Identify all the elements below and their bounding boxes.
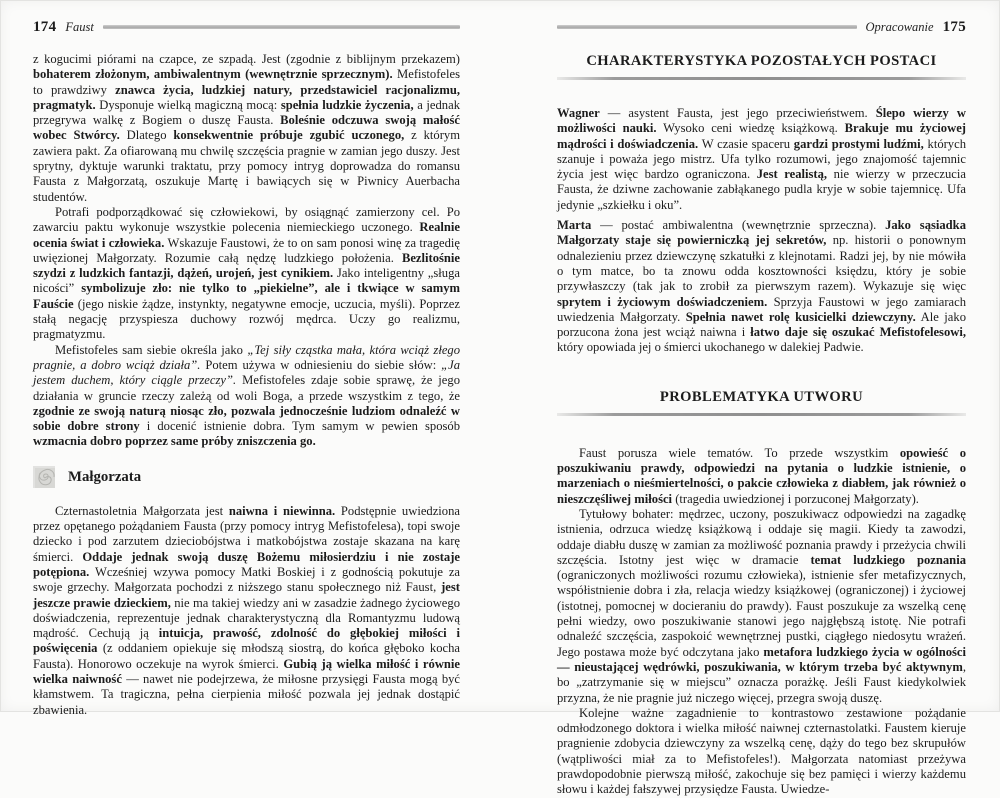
paragraph: Czternastoletnia Małgorzata jest naiwna i niewinna. Podstępnie uwiedziona przez opętanego pożądaniem Fausta (przy pomocy intryg Mefistofelesa), topi swoje dziecko i pod zarzutem dzieciobójstwa i matkobójstwa zostaje skazana na karę śmierci. Oddaje jednak swoją duszę Bożemu miłosierdziu i nie zostaje potępiona. Wcześniej wzywa pomocy Matki Boskiej i z godnością pokutuje za swoje grzechy. Małgorzata pochodzi z niższego stanu społecznego niż Faust, jest jeszcze prawie dzieckiem, nie ma takiej wiedzy ani w zasadzie żadnego życiowego doświadczenia, reprezentuje jednak charakterystyczną dla Romantyzmu ludową mądrość. Cechują ją intuicja, prawość, zdolność do głębokiej miłości i poświęcenia (z oddaniem opiekuje się młodszą siostrą, do końca głęboko kocha Fausta). Honorowo oczekuje na wyrok śmierci. Gubią ją wielka miłość i równie wielka naiwność — nawet nie podejrzewa, że miłosne przysięgi Fausta mogą być kłamstwem. Ta tragiczna, pełna cierpienia miłość pozwala jej jednak dostąpić zbawienia. <box>33 503 461 717</box>
heading-characters <box>557 52 966 80</box>
right-page-number: 175 <box>942 18 966 35</box>
right-body-characters <box>557 106 966 356</box>
left-body <box>33 52 460 718</box>
section-heading-malgorzata <box>33 466 460 490</box>
right-running-head <box>557 18 966 36</box>
paragraph: Faust porusza wiele tematów. To przede wszystkim opowieść o poszukiwaniu prawdy, odpowiedzi na pytania o ludzkie istnienie, o marzeniach o nieśmiertelności, o pakcie człowieka z diabłem, jak również o nieszczęśliwej miłości (tragedia uwiedzionej i porzuconej Małgorzaty). <box>557 445 966 506</box>
heading-problems-rule <box>557 413 966 416</box>
section-title: Małgorzata <box>68 469 142 486</box>
page-left <box>33 18 460 718</box>
paragraph: z kogucimi piórami na czapce, ze szpadą. Jest (zgodnie z biblijnym przekazem) bohaterem złożonym, ambiwalentnym (wewnętrznie sprzecznym). Mefistofeles to prawdziwy znawca życia, ludzkiej natury, przedstawiciel racjonalizmu, pragmatyk. Dysponuje wielką magiczną mocą: spełnia ludzkie życzenia, a jednak przegrywa walkę z Bogiem o duszę Fausta. Boleśnie odczuwa swoją małość wobec Stwórcy. Dlatego konsekwentnie próbuje zgubić uczonego, z którym zawiera pakt. Za ofiarowaną mu chwilę szczęścia pragnie w zamian jego duszy. Jest sprytny, dyktuje warunki traktatu, przy pomocy intryg doprowadza do romansu Fausta z Małgorzatą, oszukuje Martę i bawiących się w Piwnicy Auerbacha studentów. <box>33 52 460 204</box>
paragraph-wagner: Wagner — asystent Fausta, jest jego przeciwieństwem. Ślepo wierzy w możliwości nauki. Wysoko ceni wiedzę książkową. Brakuje mu życiowej mądrości i doświadczenia. W czasie spaceru gardzi prostymi ludźmi, których szanuje i poważa jego mistrz. Ufa tylko rozumowi, jego znajomość tajemnic życia jest więc bardzo ograniczona. Jest realistą, nie wierzy w przeczucia Fausta, że dziwne zachowanie zabłąkanego pudla kryje w sobie tajemnicę. Ufa jedynie „szkiełku i oku”. <box>557 106 966 212</box>
heading-problems-text: PROBLEMATYKA UTWORU <box>659 388 864 405</box>
paragraph: Mefistofeles sam siebie określa jako „Tej siły cząstka mała, która wciąż złego pragnie, a dobro wciąż działa”. Potem używa w odniesieniu do siebie słów: „Ja jestem duchem, który ciągle przeczy”. Mefistofeles zdaje sobie sprawę, że jego działania w gruncie rzeczy zależą od woli Boga, a przede wszystkim z tego, że zgodnie ze swoją naturą niosąc zło, pozwala jednocześnie ludziom odnaleźć w sobie dobre strony i docenić istnienie dobra. Tym samym w pewien sposób wzmacnia dobro poprzez same próby zniszczenia go. <box>33 342 461 449</box>
left-running-title: Faust <box>65 19 94 34</box>
heading-problems <box>557 388 966 416</box>
rose-ornament-icon <box>33 466 57 490</box>
left-page-number: 174 <box>33 18 57 35</box>
heading-characters-text: CHARAKTERYSTYKA POZOSTAŁYCH POSTACI <box>586 53 937 69</box>
heading-characters-rule <box>557 77 966 80</box>
right-running-title: Opracowanie <box>865 19 934 34</box>
paragraph: Potrafi podporządkować się człowiekowi, by osiągnąć zamierzony cel. Po zawarciu paktu wykonuje wszystkie polecenia niemieckiego uczonego. Realnie ocenia świat i człowieka. Wskazuje Faustowi, że to on sam ponosi winę za tragedię uwięzionej Małgorzaty. Rozumie całą nędzę ludzkiego położenia. Bezlitośnie szydzi z ludzkich fantazji, dążeń, urojeń, jest cynikiem. Jako inteligentny „sługa nicości” symbolizuje zło: nie tylko to „piekielne”, ale i tkwiące w samym Fauście (jego niskie żądze, instynkty, negatywne emocje, uczucia, myśli). Poprzez stałą negację przyspiesza duchowy rozwój mędrca. Uczy go realizmu, pragmatyzmu. <box>33 204 460 342</box>
page-right <box>557 18 966 798</box>
left-header-rule <box>103 25 460 29</box>
paragraph: Tytułowy bohater: mędrzec, uczony, poszukiwacz odpowiedzi na zagadkę istnienia, odrzuca wiedzę książkową i oddaje się magii. Kiedy ta zawodzi, oddaje diabłu duszę w zamian za możliwość poznania prawdy i przeżycia chwili szczęścia. Istotny jest więc w dramacie temat ludzkiego poznania (ograniczonych możliwości rozumu człowieka), istnienie sfer metafizycznych, współistnienie dobra i zła, relacja wiedzy książkowej (ograniczonej) i życiowej (istotnej, pomocnej w docieraniu do prawdy). Faust poszukuje za wszelką cenę pełni wiedzy, owo poszukiwanie stanowi jego najgłębszą istotę. Nie potrafi odnaleźć szczęścia, zaspokoić wewnętrznej pustki, ciągłego niedosytu wrażeń. Jego postawa może być odczytana jako metafora ludzkiego życia w ogólności — nieustającej wędrówki, poszukiwania, w którym trzeba być aktywnym, bo „zatrzymanie się w miejscu” oznacza porażkę. Jeśli Faust kiedykolwiek przyzna, że nie pragnie już niczego więcej, przegra swoją duszę. <box>557 506 966 705</box>
left-running-head <box>33 18 460 36</box>
paragraph-marta: Marta — postać ambiwalentna (wewnętrznie sprzeczna). Jako sąsiadka Małgorzaty staje się powierniczką jej sekretów, np. historii o ponownym odnalezieniu przez dziewczynę szkatułki z klejnotami. Radzi jej, by nie mówiła o tym matce, bo ta znowu odda kosztowności księdzu, który je sobie przywłaszczy (tak jak to zrobił za pierwszym razem). Wykazuje się więc sprytem i życiowym doświadczeniem. Sprzyja Faustowi w jego zamiarach uwiedzenia Małgorzaty. Spełnia nawet rolę kusicielki dziewczyny. Ale jako porzucona żona jest wciąż naiwna i łatwo daje się oszukać Mefistofelesowi, który opowiada jej o śmierci ukochanego w dalekiej Padwie. <box>557 218 967 355</box>
right-body-problems <box>557 446 966 798</box>
paragraph: Kolejne ważne zagadnienie to kontrastowo zestawione pożądanie odmłodzonego doktora i wielka miłość naiwnej czternastolatki. Faustem kieruje pragnienie zdobycia dziewczyny za wszelką cenę, dąży do tego bez skrupułów (wątpliwości miał za to Mefistofeles!). Małgorzata natomiast przeżywa prawdopodobnie pierwszą miłość, zakochuje się bez pamięci i wierzy każdemu słowu i każdej fałszywej przysiędze Fausta. Uwiedze- <box>557 705 966 797</box>
right-header-rule <box>557 25 857 29</box>
